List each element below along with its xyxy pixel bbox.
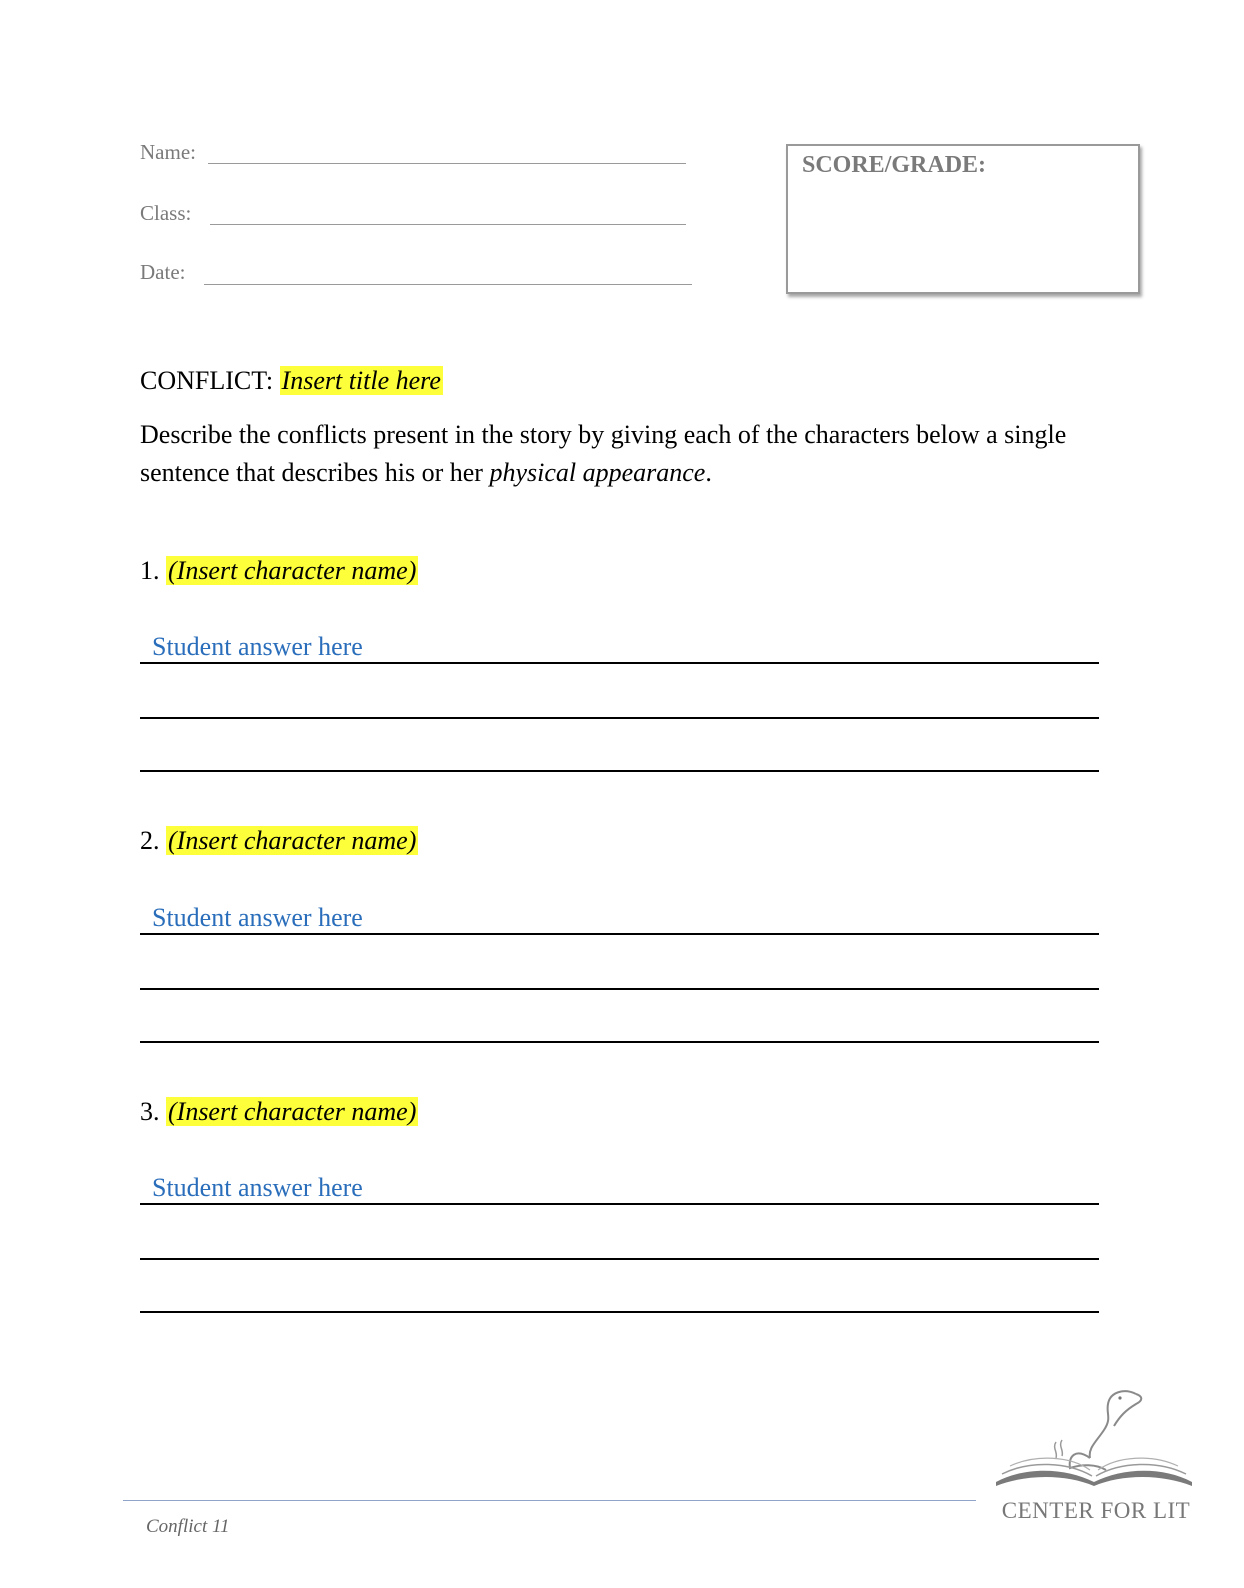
class-label: Class: xyxy=(140,201,192,225)
class-underline[interactable] xyxy=(210,224,686,225)
character-name-placeholder[interactable]: (Insert character name) xyxy=(168,1097,417,1126)
question-2 xyxy=(140,826,418,856)
date-underline[interactable] xyxy=(204,284,692,285)
answer-line xyxy=(140,717,1099,719)
question-3 xyxy=(140,1097,418,1127)
pelican-book-icon xyxy=(986,1386,1206,1498)
conflict-heading xyxy=(140,366,443,396)
answer-line xyxy=(140,1203,1099,1205)
answer-line xyxy=(140,662,1099,664)
date-field[interactable] xyxy=(140,260,185,285)
student-answer[interactable]: Student answer here xyxy=(152,632,363,661)
character-name-placeholder[interactable]: (Insert character name) xyxy=(168,826,417,855)
answer-line xyxy=(140,1041,1099,1043)
name-field[interactable] xyxy=(140,140,196,165)
conflict-prefix: CONFLICT: xyxy=(140,366,280,395)
answer-line xyxy=(140,1258,1099,1260)
question-number: 1. xyxy=(140,556,166,585)
date-label: Date: xyxy=(140,260,186,284)
instructions-end: . xyxy=(705,458,712,487)
answer-line xyxy=(140,770,1099,772)
name-underline[interactable] xyxy=(208,163,686,164)
score-grade-box[interactable] xyxy=(786,144,1140,294)
instructions-emphasis: physical appearance xyxy=(489,458,706,487)
character-name-placeholder[interactable]: (Insert character name) xyxy=(168,556,417,585)
question-1 xyxy=(140,556,418,586)
question-number: 2. xyxy=(140,826,166,855)
center-for-lit-logo xyxy=(986,1386,1206,1526)
instructions-paragraph xyxy=(140,416,1100,492)
logo-text: CENTER FOR LIT xyxy=(1001,1498,1191,1523)
answer-line xyxy=(140,1311,1099,1313)
class-field[interactable] xyxy=(140,201,191,226)
student-answer[interactable]: Student answer here xyxy=(152,1173,363,1202)
answer-line xyxy=(140,933,1099,935)
name-label: Name: xyxy=(140,140,196,164)
answer-line xyxy=(140,988,1099,990)
conflict-title-placeholder[interactable]: Insert title here xyxy=(281,366,441,395)
footer-page-label: Conflict 11 xyxy=(146,1516,230,1537)
student-answer[interactable]: Student answer here xyxy=(152,903,363,932)
footer-rule xyxy=(123,1500,976,1501)
question-number: 3. xyxy=(140,1097,166,1126)
instructions-text: Describe the conflicts present in the story by giving each of the characters below a single sentence that describes his or her xyxy=(140,420,1067,487)
score-grade-label: SCORE/GRADE: xyxy=(802,152,987,178)
